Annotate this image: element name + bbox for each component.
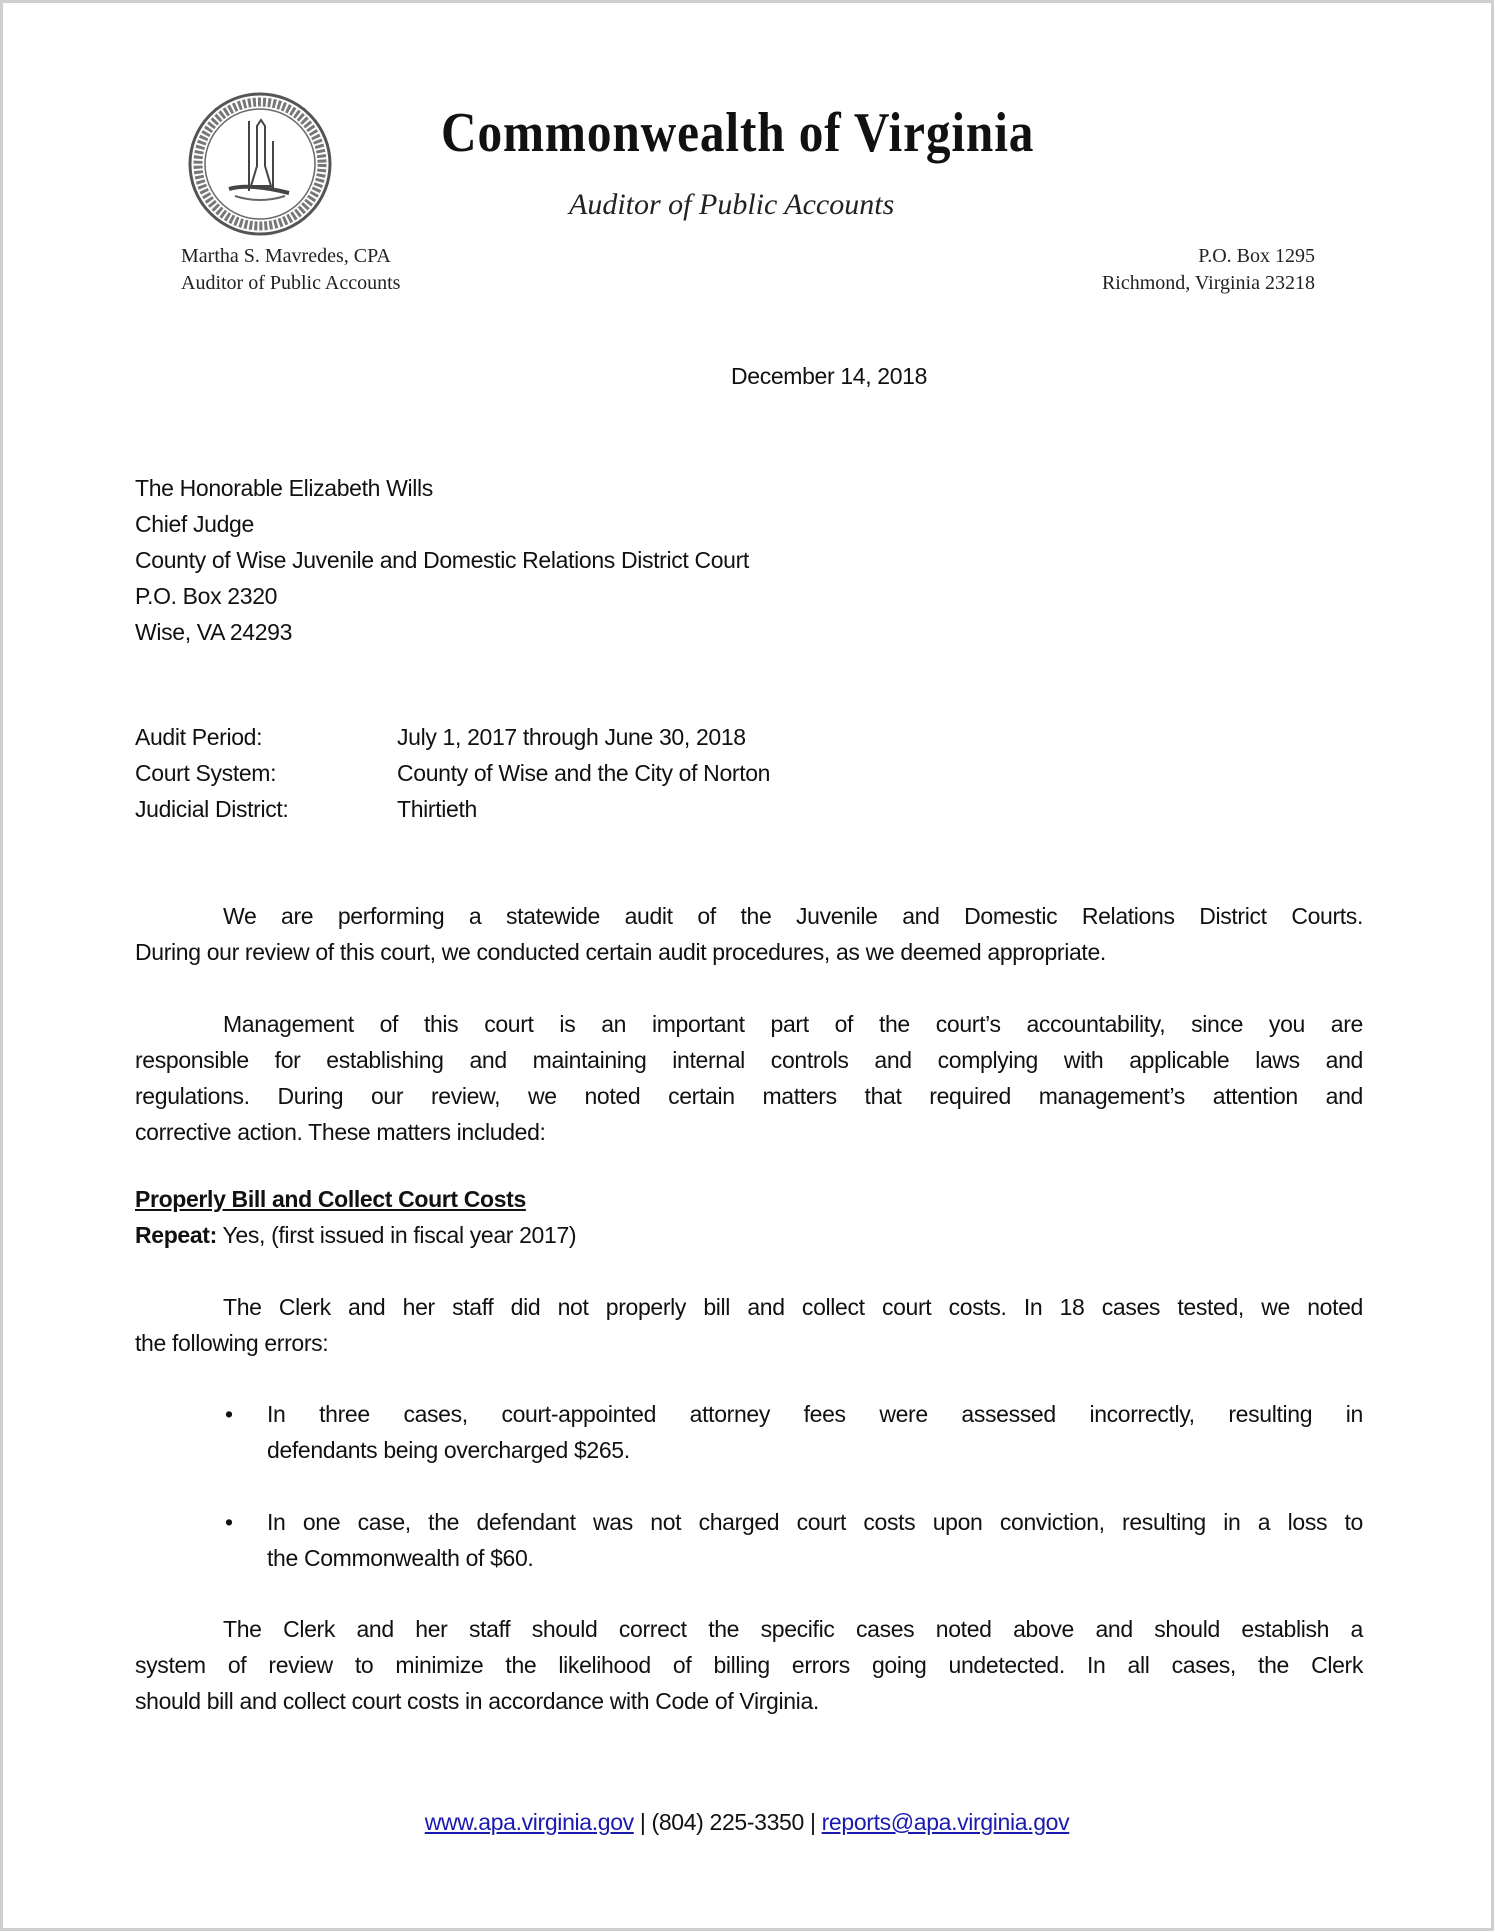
paragraph-line: system of review to minimize the likelihood of billing errors going undetected. In all cases, the Clerk xyxy=(135,1652,1363,1678)
recipient-line: County of Wise Juvenile and Domestic Relations District Court xyxy=(135,547,749,573)
virginia-seal-icon xyxy=(187,91,333,237)
audit-period-label: Audit Period: xyxy=(135,724,263,750)
letterhead-subtitle: Auditor of Public Accounts xyxy=(569,188,895,221)
paragraph-line: We are performing a statewide audit of the Juvenile and Domestic Relations District Courts. xyxy=(223,903,1363,929)
office-city: Richmond, Virginia 23218 xyxy=(1101,272,1315,294)
bullet-line: In three cases, court-appointed attorney fees were assessed incorrectly, resulting in xyxy=(267,1401,1363,1427)
footer-separator: | xyxy=(633,1809,652,1835)
auditor-name-block xyxy=(181,243,400,297)
paragraph-line: responsible for establishing and maintaining internal controls and complying with applicable laws and xyxy=(135,1047,1363,1073)
repeat-line xyxy=(135,1217,576,1253)
bullet-line: the Commonwealth of $60. xyxy=(267,1545,534,1571)
bullet-icon: • xyxy=(225,1401,233,1427)
recipient-line: Chief Judge xyxy=(135,511,254,537)
repeat-label: Repeat: xyxy=(135,1222,217,1248)
recipient-line: Wise, VA 24293 xyxy=(135,619,293,645)
court-system-value: County of Wise and the City of Norton xyxy=(397,760,771,786)
court-system-label: Court System: xyxy=(135,760,277,786)
recipient-line: P.O. Box 2320 xyxy=(135,583,278,609)
judicial-district-value: Thirtieth xyxy=(397,796,477,822)
repeat-value: Yes, (first issued in fiscal year 2017) xyxy=(216,1222,577,1248)
auditor-name: Martha S. Mavredes, CPA xyxy=(181,245,391,267)
paragraph-line: the following errors: xyxy=(135,1330,329,1356)
paragraph-line: should bill and collect court costs in accordance with Code of Virginia. xyxy=(135,1688,819,1714)
audit-period-row xyxy=(135,719,746,755)
judicial-district-row xyxy=(135,791,477,827)
phone-number: (804) 225-3350 xyxy=(651,1809,804,1835)
recipient-line: The Honorable Elizabeth Wills xyxy=(135,475,433,501)
auditor-title: Auditor of Public Accounts xyxy=(181,272,401,294)
paragraph-line: The Clerk and her staff should correct the specific cases noted above and should establish a xyxy=(223,1616,1363,1642)
website-link[interactable]: www.apa.virginia.gov xyxy=(424,1809,634,1835)
office-po-box: P.O. Box 1295 xyxy=(1198,245,1315,267)
paragraph-line: The Clerk and her staff did not properly bill and collect court costs. In 18 cases tested, we noted xyxy=(223,1294,1363,1320)
audit-period-value: July 1, 2017 through June 30, 2018 xyxy=(397,724,746,750)
judicial-district-label: Judicial District: xyxy=(135,796,289,822)
page-footer xyxy=(3,1809,1491,1836)
bullet-line: In one case, the defendant was not charged court costs upon conviction, resulting in a loss to xyxy=(267,1509,1363,1535)
office-address-block xyxy=(1102,243,1315,297)
bullet-line: defendants being overcharged $265. xyxy=(267,1437,630,1463)
paragraph-line: During our review of this court, we conducted certain audit procedures, as we deemed appropriate. xyxy=(135,939,1106,965)
footer-separator: | xyxy=(803,1809,822,1835)
letterhead-title: Commonwealth of Virginia xyxy=(441,102,1035,164)
bullet-icon: • xyxy=(225,1509,233,1535)
paragraph-line: regulations. During our review, we noted certain matters that required management’s attention and xyxy=(135,1083,1363,1109)
email-link[interactable]: reports@apa.virginia.gov xyxy=(821,1809,1070,1835)
paragraph-line: corrective action. These matters included: xyxy=(135,1119,546,1145)
court-system-row xyxy=(135,755,770,791)
finding-heading: Properly Bill and Collect Court Costs xyxy=(135,1186,526,1212)
letter-date: December 14, 2018 xyxy=(731,363,928,389)
letter-page xyxy=(3,3,1491,1928)
paragraph-line: Management of this court is an important part of the court’s accountability, since you are xyxy=(223,1011,1363,1037)
